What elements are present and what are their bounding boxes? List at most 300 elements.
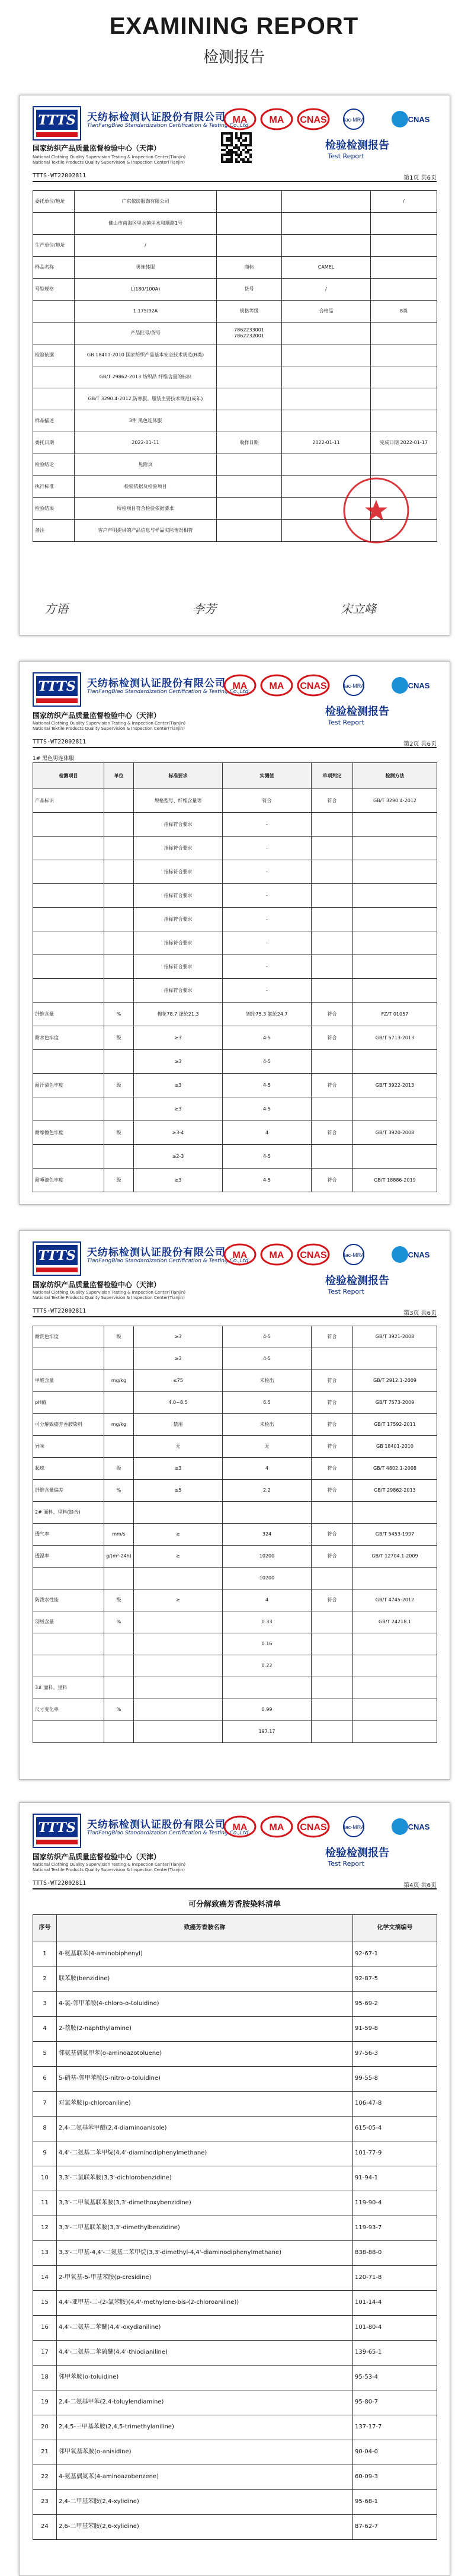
report-number: TTTS-WT22002811	[33, 1308, 86, 1314]
table-cell: mg/kg	[104, 1370, 134, 1392]
accreditation-badge-icon	[390, 673, 432, 697]
table-cell: -	[223, 931, 312, 955]
table-row	[33, 1589, 437, 1611]
table-header-cell: 序号	[33, 1915, 57, 1942]
table-cell	[371, 213, 437, 235]
lab-logo-text: TTTS	[38, 679, 76, 694]
table-header-cell: 化学文摘编号	[353, 1915, 437, 1942]
table-row	[33, 1721, 437, 1743]
table-cell	[104, 1633, 134, 1655]
accreditation-badge-icon	[342, 1815, 383, 1838]
table-cell: 男连体服	[75, 257, 217, 279]
table-cell	[312, 837, 353, 860]
page-number: 第4页 共6页	[403, 1882, 437, 1889]
table-cell	[33, 837, 104, 860]
table-row	[33, 388, 437, 410]
table-header-cell: 标准要求	[134, 763, 223, 789]
table-cell: ≤75	[134, 1370, 223, 1392]
table-cell: 23	[33, 2490, 57, 2515]
table-row	[33, 2166, 437, 2191]
table-cell	[104, 1568, 134, 1589]
report-title-en: Test Report	[328, 719, 364, 726]
table-cell: 尺寸变化率	[33, 1699, 104, 1721]
table-cell: 87-62-7	[353, 2515, 437, 2540]
table-cell: 90-04-0	[353, 2440, 437, 2465]
table-cell: 2022-01-11	[282, 432, 371, 454]
table-cell	[104, 1436, 134, 1458]
table-cell	[104, 1677, 134, 1699]
badge-label: ilac-MRA	[342, 683, 365, 689]
table-cell	[312, 813, 353, 837]
table-cell	[312, 1633, 353, 1655]
table-cell: 级	[104, 1458, 134, 1480]
table-cell	[33, 860, 104, 884]
report-number: TTTS-WT22002811	[33, 1880, 86, 1886]
accreditation-badge-icon	[223, 107, 257, 131]
table-header-row	[33, 1915, 437, 1942]
table-cell	[33, 955, 104, 979]
table-cell: 4,4'-亚甲基-二-(2-氯苯胺)(4,4'-methylene-bis-(2-chloroaniline))	[57, 2291, 353, 2316]
table-row	[33, 813, 437, 837]
table-cell	[134, 1633, 223, 1655]
table-row	[33, 191, 437, 213]
table-cell: 4	[33, 2017, 57, 2042]
table-cell: -	[223, 837, 312, 860]
table-cell: 4-5	[223, 1145, 312, 1169]
table-cell: 完成日期 2022-01-17	[371, 432, 437, 454]
table-cell	[312, 908, 353, 931]
table-cell: mg/kg	[104, 1414, 134, 1436]
table-cell	[104, 1097, 134, 1121]
header-rule	[33, 1316, 437, 1317]
table-cell	[33, 366, 75, 388]
table-cell	[104, 813, 134, 837]
accreditation-badge-icon	[297, 673, 330, 697]
table-cell: 检验结论	[33, 454, 75, 476]
table-row	[33, 979, 437, 1003]
table-cell: 执行标准	[33, 476, 75, 498]
table-cell: -	[223, 979, 312, 1003]
table-header-row	[33, 763, 437, 789]
table-row	[33, 1121, 437, 1145]
table-cell: FZ/T 01057	[353, 1003, 437, 1026]
table-cell	[353, 884, 437, 908]
table-cell: 禁用	[134, 1414, 223, 1436]
accreditation-badge-icon	[342, 1243, 383, 1266]
table-cell: 指标符合要求	[134, 837, 223, 860]
table-cell: 规格等级	[217, 301, 282, 323]
table-cell: 95-80-7	[353, 2390, 437, 2415]
report-title-en: Test Report	[328, 1288, 364, 1295]
page-title-en: EXAMINING REPORT	[109, 13, 359, 39]
table-cell: 20	[33, 2415, 57, 2440]
table-cell: 91-59-8	[353, 2017, 437, 2042]
table-cell	[353, 1502, 437, 1524]
table-cell: 4	[223, 1121, 312, 1145]
table-cell	[353, 1633, 437, 1655]
report-title-cn: 检验检测报告	[325, 1275, 389, 1287]
table-cell: 符合	[312, 1546, 353, 1568]
table-cell: /	[282, 279, 371, 301]
table-cell: 3	[33, 1992, 57, 2017]
table-cell: -	[223, 860, 312, 884]
table-cell	[217, 191, 282, 213]
table-cell: 联苯胺(benzidine)	[57, 1967, 353, 1992]
table-cell	[134, 1611, 223, 1633]
table-row	[33, 2241, 437, 2266]
table-cell: ≥	[134, 1546, 223, 1568]
header-rule	[33, 181, 437, 182]
table-cell: 符合	[312, 1458, 353, 1480]
table-cell: 指标符合要求	[134, 955, 223, 979]
table-row	[33, 1370, 437, 1392]
table-row	[33, 366, 437, 388]
table-cell	[312, 860, 353, 884]
table-cell	[353, 837, 437, 860]
table-row	[33, 2341, 437, 2366]
result-table	[33, 762, 437, 1192]
table-cell	[104, 1392, 134, 1414]
table-cell: 3件 黑色连体服	[75, 410, 217, 432]
badge-label: CNAS	[300, 1250, 327, 1260]
table-cell: 2# 面料、里料(缝合)	[33, 1502, 104, 1524]
table-cell: GB/T 24218.1	[353, 1611, 437, 1633]
center-name-cn: 国家纺织产品质量监督检验中心（天津）	[33, 711, 161, 720]
badge-label: ilac-MRA	[342, 1252, 365, 1258]
table-cell: 4-氨基联苯(4-aminobiphenyl)	[57, 1942, 353, 1967]
table-cell	[134, 1677, 223, 1699]
table-cell	[371, 388, 437, 410]
table-cell: 合格品	[282, 301, 371, 323]
table-header-cell: 检测项目	[33, 763, 104, 789]
section-title: 可分解致癌芳香胺染料清单	[188, 1900, 281, 1909]
table-cell	[33, 1097, 104, 1121]
table-cell: 级	[104, 1074, 134, 1097]
table-cell: 委托单位/地址	[33, 191, 75, 213]
table-cell	[312, 1145, 353, 1169]
official-stamp	[341, 475, 412, 546]
table-cell: 95-68-1	[353, 2490, 437, 2515]
table-cell	[282, 323, 371, 344]
table-cell: 符合	[312, 1326, 353, 1348]
table-cell: 4,4'-二氨基二苯硫醚(4,4'-thiodianiline)	[57, 2341, 353, 2366]
table-cell	[353, 813, 437, 837]
table-cell: 产品批号/货号	[75, 323, 217, 344]
table-cell: 指标符合要求	[134, 931, 223, 955]
table-cell: 4,4'-二氨基二苯醚(4,4'-oxydianiline)	[57, 2316, 353, 2341]
table-row	[33, 1677, 437, 1699]
accreditation-badge-icon	[297, 1243, 330, 1266]
table-cell: 91-94-1	[353, 2166, 437, 2191]
table-cell: 6.5	[223, 1392, 312, 1414]
table-cell: 2,4-二氨基甲苯(2,4-toluylendiamine)	[57, 2390, 353, 2415]
table-cell	[371, 323, 437, 344]
table-cell: GB/T 18886-2019	[353, 1169, 437, 1192]
lab-logo-text: TTTS	[38, 113, 76, 128]
table-cell	[33, 1568, 104, 1589]
table-cell	[371, 235, 437, 257]
table-cell	[217, 213, 282, 235]
result-table	[33, 1326, 437, 1743]
table-cell	[104, 789, 134, 813]
table-cell	[134, 1568, 223, 1589]
table-header-cell: 单位	[104, 763, 134, 789]
lab-logo	[33, 1814, 81, 1848]
table-row	[33, 2191, 437, 2216]
badge-label: MA	[269, 1822, 284, 1833]
table-cell: 对氯苯胺(p-chloroaniline)	[57, 2092, 353, 2117]
table-cell: 2-甲氧基-5-甲基苯胺(p-cresidine)	[57, 2266, 353, 2291]
table-row	[33, 884, 437, 908]
table-cell	[282, 235, 371, 257]
lab-name-cn: 天纺标检测认证股份有限公司	[87, 1247, 226, 1259]
table-cell	[353, 1145, 437, 1169]
table-cell: 119-93-7	[353, 2216, 437, 2241]
table-cell: 级	[104, 1326, 134, 1348]
table-cell: 规格型号、纤维含量等	[134, 789, 223, 813]
table-cell: ≥3	[134, 1348, 223, 1370]
table-cell: 异味	[33, 1436, 104, 1458]
page-title-cn: 检测报告	[203, 49, 265, 66]
table-cell: 符合	[312, 1589, 353, 1611]
report-page-content	[33, 668, 437, 1198]
table-cell: ≥3	[134, 1326, 223, 1348]
table-cell	[371, 366, 437, 388]
report-page	[19, 1230, 450, 1780]
table-row	[33, 789, 437, 813]
lab-name-cn: 天纺标检测认证股份有限公司	[87, 678, 226, 690]
table-cell: 检验结果	[33, 498, 75, 520]
table-cell: -	[223, 955, 312, 979]
table-cell: 21	[33, 2440, 57, 2465]
table-cell: 可分解致癌芳香胺染料	[33, 1414, 104, 1436]
table-cell: 1	[33, 1942, 57, 1967]
table-row	[33, 2017, 437, 2042]
table-row	[33, 1942, 437, 1967]
badge-label: ilac-MRA	[342, 117, 365, 123]
table-cell: /	[75, 235, 217, 257]
table-row	[33, 2490, 437, 2515]
table-cell	[282, 388, 371, 410]
table-cell: 0.16	[223, 1633, 312, 1655]
lab-logo	[33, 1241, 81, 1276]
table-row	[33, 2117, 437, 2141]
accreditation-badge-icon	[260, 1243, 293, 1266]
qr-code-icon	[221, 132, 252, 163]
table-cell: GB/T 7573-2009	[353, 1392, 437, 1414]
table-cell: 客户声明提供的产品信息与样品实际情况相符	[75, 520, 217, 542]
table-cell	[33, 388, 75, 410]
table-row	[33, 323, 437, 344]
table-row	[33, 1458, 437, 1480]
table-cell: GB 18401-2010	[353, 1436, 437, 1458]
table-cell: 60-09-3	[353, 2465, 437, 2490]
table-cell	[33, 1633, 104, 1655]
table-cell	[217, 410, 282, 432]
report-title-cn: 检验检测报告	[325, 1847, 389, 1859]
table-row	[33, 908, 437, 931]
table-row	[33, 2042, 437, 2067]
table-row	[33, 2415, 437, 2440]
table-cell: 符合	[312, 789, 353, 813]
table-cell	[353, 1699, 437, 1721]
table-cell: 4	[223, 1589, 312, 1611]
table-row	[33, 213, 437, 235]
badge-label: MA	[232, 1822, 248, 1833]
table-cell: 0.22	[223, 1655, 312, 1677]
sample-subtitle: 1# 黑色男连体服	[33, 756, 75, 762]
table-row	[33, 2141, 437, 2166]
table-row	[33, 1992, 437, 2017]
table-row	[33, 1524, 437, 1546]
table-cell: 19	[33, 2390, 57, 2415]
table-cell: 95-69-2	[353, 1992, 437, 2017]
table-cell	[282, 410, 371, 432]
table-cell	[282, 213, 371, 235]
table-cell: 指标符合要求	[134, 884, 223, 908]
table-cell: 符合	[312, 1480, 353, 1502]
report-title-cn: 检验检测报告	[325, 139, 389, 152]
table-cell: 101-14-4	[353, 2291, 437, 2316]
table-cell: 级	[104, 1169, 134, 1192]
table-cell	[217, 235, 282, 257]
table-cell: 纤维含量偏差	[33, 1480, 104, 1502]
accreditation-badges	[223, 673, 437, 700]
table-cell	[312, 1050, 353, 1074]
table-cell: 119-90-4	[353, 2191, 437, 2216]
table-cell: 18	[33, 2366, 57, 2390]
accreditation-badges	[223, 1815, 437, 1841]
lab-logo	[33, 672, 81, 707]
table-cell: 3,3'-二甲氧基联苯胺(3,3'-dimethoxybenzidine)	[57, 2191, 353, 2216]
table-cell	[282, 191, 371, 213]
table-row	[33, 2216, 437, 2241]
accreditation-badge-icon	[342, 673, 383, 697]
table-cell	[312, 931, 353, 955]
table-cell: 3,3'-二甲基联苯胺(3,3'-dimethylbenzidine)	[57, 2216, 353, 2241]
table-cell	[312, 1502, 353, 1524]
table-row	[33, 1568, 437, 1589]
accreditation-badges	[223, 107, 437, 133]
table-cell: 4,4'-二氨基二苯甲烷(4,4'-diaminodiphenylmethane)	[57, 2141, 353, 2166]
badge-label: MA	[269, 681, 284, 691]
center-name-cn: 国家纺织产品质量监督检验中心（天津）	[33, 144, 161, 152]
table-cell: 无	[223, 1436, 312, 1458]
table-cell: 6	[33, 2067, 57, 2092]
table-row	[33, 1633, 437, 1655]
table-cell	[217, 388, 282, 410]
badge-label: CNAS	[300, 115, 327, 125]
table-cell	[353, 1348, 437, 1370]
table-cell: GB/T 3290.4-2012	[353, 789, 437, 813]
table-row	[33, 2515, 437, 2540]
table-cell: 7	[33, 2092, 57, 2117]
table-cell	[353, 1677, 437, 1699]
table-cell	[353, 979, 437, 1003]
table-cell	[217, 344, 282, 366]
table-cell	[312, 1677, 353, 1699]
table-cell	[33, 813, 104, 837]
table-cell: GB/T 3921-2008	[353, 1326, 437, 1348]
header-rule	[33, 1888, 437, 1889]
table-cell: %	[104, 1611, 134, 1633]
table-row	[33, 1074, 437, 1097]
table-row	[33, 1050, 437, 1074]
table-cell: ≥3	[134, 1026, 223, 1050]
table-cell: 5	[33, 2042, 57, 2067]
page-number: 第2页 共6页	[403, 741, 437, 748]
table-row	[33, 2366, 437, 2390]
table-cell: 委托日期	[33, 432, 75, 454]
lab-name-cn: 天纺标检测认证股份有限公司	[87, 111, 226, 123]
table-cell: ≤5	[134, 1480, 223, 1502]
table-cell	[312, 979, 353, 1003]
table-cell: 2,4,5-三甲基苯胺(2,4,5-trimethylaniline)	[57, 2415, 353, 2440]
table-row	[33, 1436, 437, 1458]
table-cell	[104, 1145, 134, 1169]
center-name-en: National Clothing Quality Supervision Testing & Inspection Center(Tianjin)	[33, 721, 186, 726]
table-cell: 4-5	[223, 1348, 312, 1370]
center-name-en: National Clothing Quality Supervision Testing & Inspection Center(Tianjin)	[33, 155, 186, 159]
table-cell: 615-05-4	[353, 2117, 437, 2141]
accreditation-badge-icon	[390, 1815, 432, 1838]
table-cell: 指标符合要求	[134, 860, 223, 884]
table-cell: 4-氯-邻甲苯胺(4-chloro-o-toluidine)	[57, 1992, 353, 2017]
table-cell: 纤维含量	[33, 1003, 104, 1026]
table-cell	[104, 908, 134, 931]
result-table	[33, 1914, 437, 2540]
page-number: 第3页 共6页	[403, 1310, 437, 1317]
table-cell: ≥3	[134, 1050, 223, 1074]
table-cell	[33, 213, 75, 235]
table-cell	[33, 979, 104, 1003]
table-row	[33, 410, 437, 432]
table-row	[33, 931, 437, 955]
table-cell: 99-55-8	[353, 2067, 437, 2092]
accreditation-badge-icon	[342, 107, 383, 131]
table-cell: 羽绒含量	[33, 1611, 104, 1633]
table-cell: 收样日期	[217, 432, 282, 454]
table-cell: 指标符合要求	[134, 979, 223, 1003]
table-cell: GB/T 12704.1-2009	[353, 1546, 437, 1568]
table-row	[33, 2092, 437, 2117]
report-page	[19, 95, 450, 636]
table-cell	[223, 1502, 312, 1524]
table-cell: 符合	[312, 1392, 353, 1414]
table-row	[33, 301, 437, 323]
table-cell: ≥2-3	[134, 1145, 223, 1169]
table-cell	[312, 1611, 353, 1633]
table-cell	[104, 1721, 134, 1743]
table-cell: 耐汗渍色牢度	[33, 1074, 104, 1097]
table-cell	[104, 979, 134, 1003]
table-row	[33, 1967, 437, 1992]
center-name-en: National Clothing Quality Supervision Testing & Inspection Center(Tianjin)	[33, 1290, 186, 1295]
table-cell: -	[223, 813, 312, 837]
table-cell: 样品名称	[33, 257, 75, 279]
table-cell: -	[223, 884, 312, 908]
table-cell	[33, 1721, 104, 1743]
table-cell: 耐唾液色牢度	[33, 1169, 104, 1192]
lab-name-en: TianFangBiao Standardization Certification & Testing Co.,Ltd.	[87, 689, 251, 695]
signature: 李芳	[193, 602, 216, 616]
table-row	[33, 344, 437, 366]
table-cell: 级	[104, 1026, 134, 1050]
table-cell: 备注	[33, 520, 75, 542]
table-cell: 符合	[312, 1074, 353, 1097]
table-row	[33, 2440, 437, 2465]
table-cell	[312, 1655, 353, 1677]
